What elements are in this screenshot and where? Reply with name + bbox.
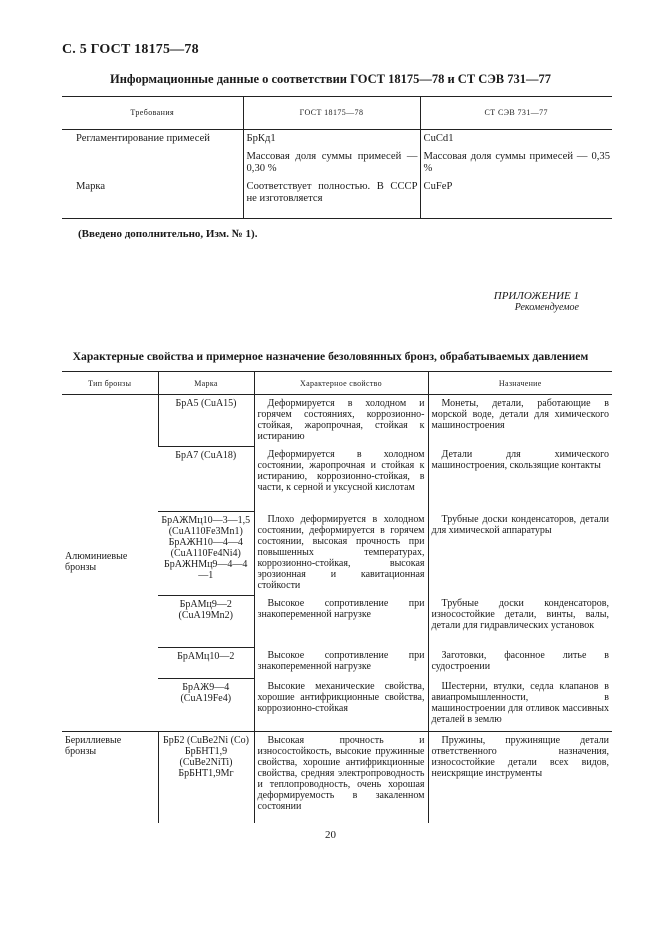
cell-property: Плохо деформируется в холодном состоянии, деформируется в горячем состоянии, высокая прочность при повышенных температурах, коррозионно-стойкая, высокая эрозионная и кавитационная стойкости (254, 511, 428, 595)
page-header: С. 5 ГОСТ 18175—78 (62, 42, 199, 57)
cell-gost: Массовая доля суммы примесей — 0,30 % (243, 148, 420, 178)
column-header-type: Тип бронзы (62, 372, 158, 395)
table-row (62, 148, 612, 178)
column-header-grade: Марка (158, 372, 254, 395)
table1-title: Информационные данные о соответствии ГОСТ 18175—78 и СТ СЭВ 731—77 (109, 72, 552, 86)
cell-property: Деформируется в холодном состоянии, жаропрочная и стойкая к истиранию, коррозионно-стойкая, в части, к серной и уксусной кислотам (254, 446, 428, 511)
conformity-table (62, 96, 612, 219)
cell-requirement: Марка (62, 178, 243, 219)
cell-gost: Соответствует полностью. В СССР не изготовляется (243, 178, 420, 219)
column-header-st-sev: СТ СЭВ 731—77 (420, 97, 612, 130)
cell-grade: БрА7 (CuA18) (158, 446, 254, 511)
cell-st-sev: CuFeP (420, 178, 612, 219)
cell-purpose: Трубные доски конденсаторов, детали для химической аппаратуры (428, 511, 612, 595)
page-number: 20 (325, 829, 336, 841)
cell-grade: БрАМц9—2 (CuA19Mn2) (158, 595, 254, 647)
amendment-note: (Введено дополнительно, Изм. № 1). (78, 228, 258, 240)
cell-st-sev: Массовая доля суммы примесей — 0,35 % (420, 148, 612, 178)
cell-bronze-type: Алюминиевые бронзы (65, 551, 128, 574)
cell-requirement (62, 148, 243, 178)
bronze-table (62, 371, 612, 823)
table-row (62, 731, 612, 823)
cell-property: Высокая прочность и износостойкость, высокие пружинные свойства, хорошие антифрикционные свойства, средняя электропроводность и теплопроводность, очень хорошая деформируемость в закаленном состоянии (254, 731, 428, 823)
cell-bronze-type: Бериллиевые бронзы (62, 731, 158, 823)
cell-purpose: Заготовки, фасонное литье в судостроении (428, 647, 612, 678)
column-header-gost: ГОСТ 18175—78 (243, 97, 420, 130)
cell-grade: БрА5 (CuA15) (158, 395, 254, 447)
table-row (62, 130, 612, 149)
appendix-label (494, 290, 579, 314)
cell-property: Высокое сопротивление при знакопеременной нагрузке (254, 647, 428, 678)
cell-grade: БрБ2 (CuBe2Ni (Co) БрБНТ1,9 (CuBe2NiTi) БрБНТ1,9Мг (158, 731, 254, 823)
cell-purpose: Детали для химического машиностроения, скользящие контакты (428, 446, 612, 511)
table-row (62, 395, 612, 447)
cell-property: Высокие механические свойства, хорошие антифрикционные свойства, коррозионно-стойкая (254, 678, 428, 731)
table-row (62, 178, 612, 219)
cell-property: Высокое сопротивление при знакопеременной нагрузке (254, 595, 428, 647)
appendix-title: ПРИЛОЖЕНИЕ 1 (493, 290, 579, 302)
cell-requirement: Регламентирование примесей (76, 133, 210, 144)
column-header-property: Характерное свойство (254, 372, 428, 395)
cell-gost: БрКд1 (243, 130, 420, 149)
cell-grade: БрАЖМц10—3—1,5 (CuA110Fe3Mn1) БрАЖН10—4—4 (CuA110Fe4Ni4) БрАЖНМц9—4—4—1 (158, 511, 254, 595)
table2-title: Характерные свойства и примерное назначение безоловянных бронз, обрабатываемых давлением (72, 350, 589, 363)
cell-grade: БрАЖ9—4 (CuA19Fe4) (158, 678, 254, 731)
cell-purpose: Трубные доски конденсаторов, износостойкие детали, винты, валы, детали для гидравлических установок (428, 595, 612, 647)
cell-purpose: Пружины, пружинящие детали ответственного назначения, износостойкие детали всех видов, неискрящие инструменты (428, 731, 612, 823)
cell-property: Деформируется в холодном и горячем состояниях, коррозионно-стойкая, жаропрочная, стойкая к истиранию (254, 395, 428, 447)
column-header-purpose: Назначение (428, 372, 612, 395)
cell-purpose: Монеты, детали, работающие в морской воде, детали для химического машиностроения (428, 395, 612, 447)
cell-st-sev: CuCd1 (420, 130, 612, 149)
column-header-requirements: Требования (62, 97, 243, 130)
cell-grade: БрАМц10—2 (158, 647, 254, 678)
appendix-subtitle: Рекомендуемое (514, 302, 579, 313)
cell-purpose: Шестерни, втулки, седла клапанов в авиапромышленности, в машиностроении для отливок массивных деталей в землю (428, 678, 612, 731)
